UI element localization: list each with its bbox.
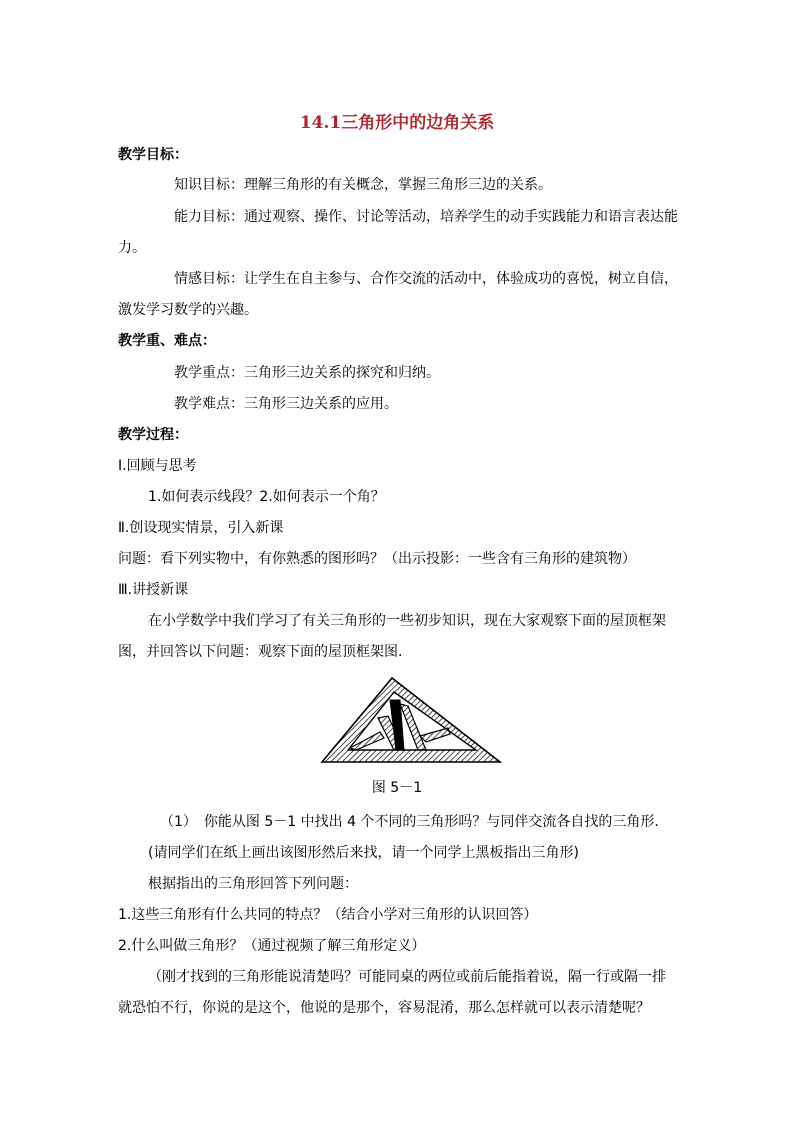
point-3-line1: （刚才找到的三角形能说清楚吗？可能同桌的两位或前后能指着说，隔一行或隔一排	[148, 969, 666, 985]
point-2: 2.什么叫做三角形？（通过视频了解三角形定义）	[118, 938, 426, 954]
page-title: 14.1三角形中的边角关系	[299, 113, 495, 133]
process-heading: 教学过程：	[118, 427, 188, 443]
section2-question: 问题：看下列实物中，有你熟悉的图形吗？（出示投影：一些含有三角形的建筑物）	[118, 551, 636, 567]
answer-intro: 根据指出的三角形回答下列问题：	[148, 876, 358, 892]
ability-goal-line1: 能力目标：通过观察、操作、讨论等活动，培养学生的动手实践能力和语言表达能	[174, 209, 678, 225]
goals-heading: 教学目标：	[118, 147, 188, 163]
section1-title: Ⅰ.回顾与思考	[118, 458, 197, 474]
section1-question: 1.如何表示线段？2.如何表示一个角？	[148, 489, 385, 505]
roof-frame-figure	[320, 676, 502, 766]
intro-line1: 在小学数学中我们学习了有关三角形的一些初步知识，现在大家观察下面的屋顶框架	[148, 613, 666, 629]
question-1: （1） 你能从图 5－1 中找出 4 个不同的三角形吗？与同伴交流各自找的三角形.	[160, 814, 659, 830]
point-1: 1.这些三角形有什么共同的特点？（结合小学对三角形的认识回答）	[118, 907, 538, 923]
focus-point: 教学重点：三角形三边关系的探究和归纳。	[174, 365, 440, 381]
ability-goal-line2: 力。	[118, 240, 146, 256]
figure-caption: 图 5－1	[371, 780, 423, 796]
question-1-note: (请同学们在纸上画出该图形然后来找，请一个同学上黑板指出三角形)	[148, 845, 579, 861]
key-points-heading: 教学重、难点：	[118, 333, 216, 349]
difficulty-point: 教学难点：三角形三边关系的应用。	[174, 396, 398, 412]
emotion-goal-line1: 情感目标：让学生在自主参与、合作交流的活动中，体验成功的喜悦，树立自信，	[174, 271, 678, 287]
section3-title: Ⅲ.讲授新课	[118, 582, 189, 598]
point-3-line2: 就恐怕不行，你说的是这个，他说的是那个，容易混淆，那么怎样就可以表示清楚呢？	[118, 1000, 650, 1016]
knowledge-goal: 知识目标：理解三角形的有关概念，掌握三角形三边的关系。	[174, 177, 552, 193]
emotion-goal-line2: 激发学习数学的兴趣。	[118, 302, 258, 318]
section2-title: Ⅱ.创设现实情景，引入新课	[118, 520, 284, 536]
intro-line2: 图，并回答以下问题：观察下面的屋顶框架图.	[118, 644, 403, 660]
